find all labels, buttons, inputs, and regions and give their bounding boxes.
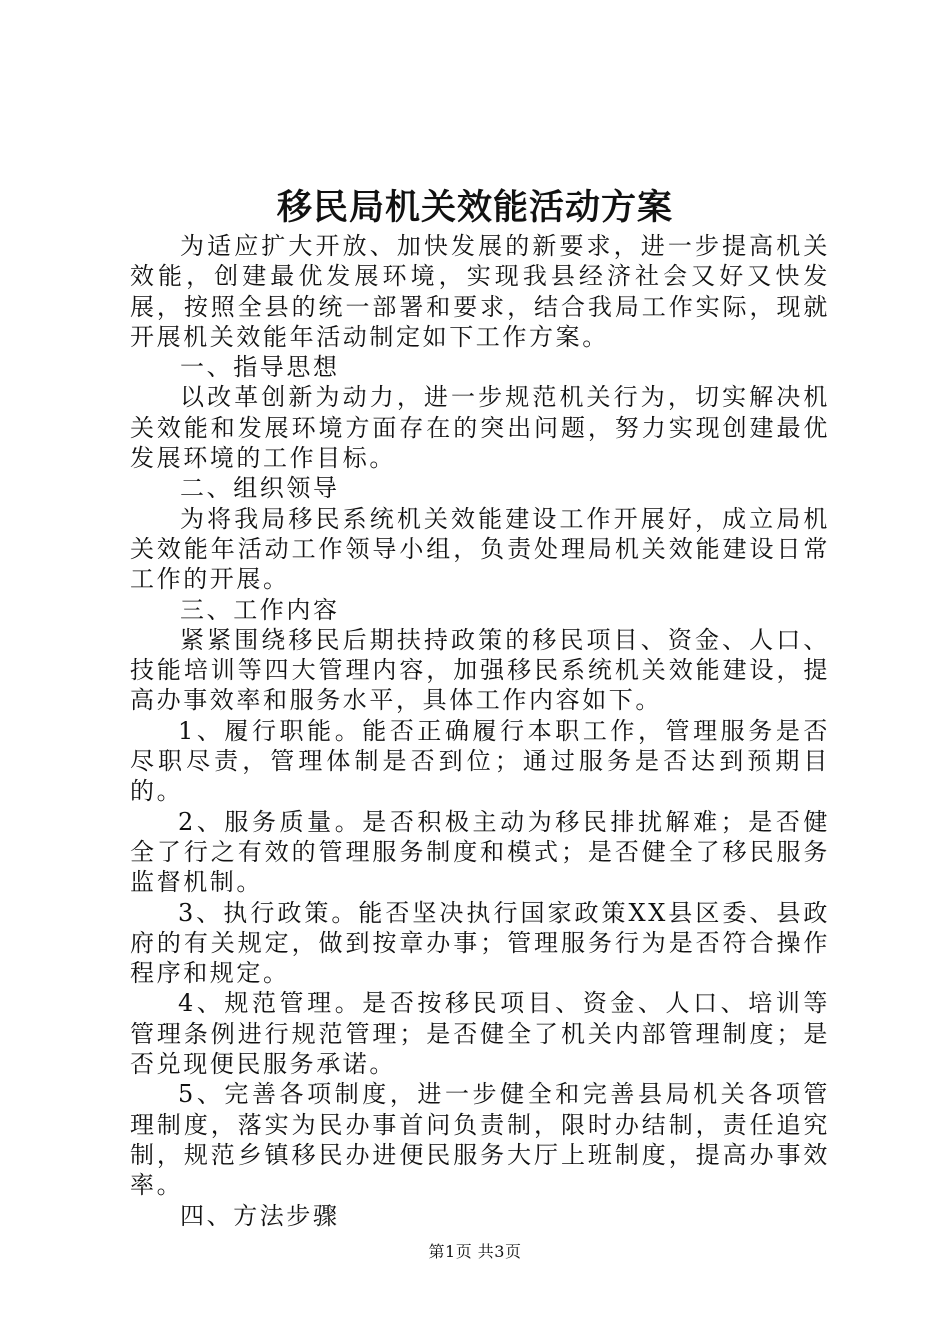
document-title: 移民局机关效能活动方案	[276, 187, 673, 228]
section-heading-organization: 二、组织领导	[180, 474, 340, 503]
page-number-footer: 第1页 共3页	[428, 1242, 522, 1261]
document-body	[130, 231, 830, 1231]
section-heading-guiding-ideology: 一、指导思想	[180, 353, 340, 382]
work-item-1: 1、履行职能。能否正确履行本职工作，管理服务是否尽职尽责，管理体制是否到位；通过服务是否达到预期目的。	[130, 716, 830, 806]
work-content-paragraph: 紧紧围绕移民后期扶持政策的移民项目、资金、人口、技能培训等四大管理内容，加强移民系统机关效能建设，提高办事效率和服务水平，具体工作内容如下。	[130, 625, 830, 715]
work-item-2: 2、服务质量。是否积极主动为移民排扰解难；是否健全了行之有效的管理服务制度和模式；是否健全了移民服务监督机制。	[130, 807, 830, 897]
work-item-3: 3、执行政策。能否坚决执行国家政策XX县区委、县政府的有关规定，做到按章办事；管理服务行为是否符合操作程序和规定。	[130, 898, 830, 988]
section-heading-method-steps: 四、方法步骤	[180, 1201, 340, 1230]
section-heading-work-content: 三、工作内容	[180, 595, 340, 624]
guiding-ideology-paragraph: 以改革创新为动力，进一步规范机关行为，切实解决机关效能和发展环境方面存在的突出问题，努力实现创建最优发展环境的工作目标。	[130, 383, 830, 473]
work-item-5: 5、完善各项制度，进一步健全和完善县局机关各项管理制度，落实为民办事首问负责制，限时办结制，责任追究制，规范乡镇移民办进便民服务大厅上班制度，提高办事效率。	[130, 1080, 830, 1200]
intro-paragraph: 为适应扩大开放、加快发展的新要求，进一步提高机关效能，创建最优发展环境，实现我县经济社会又好又快发展，按照全县的统一部署和要求，结合我局工作实际，现就开展机关效能年活动制定如下工作方案。	[130, 232, 830, 351]
organization-paragraph: 为将我局移民系统机关效能建设工作开展好，成立局机关效能年活动工作领导小组，负责处理局机关效能建设日常工作的开展。	[130, 504, 830, 594]
work-item-4: 4、规范管理。是否按移民项目、资金、人口、培训等管理条例进行规范管理；是否健全了机关内部管理制度；是否兑现便民服务承诺。	[130, 989, 830, 1079]
